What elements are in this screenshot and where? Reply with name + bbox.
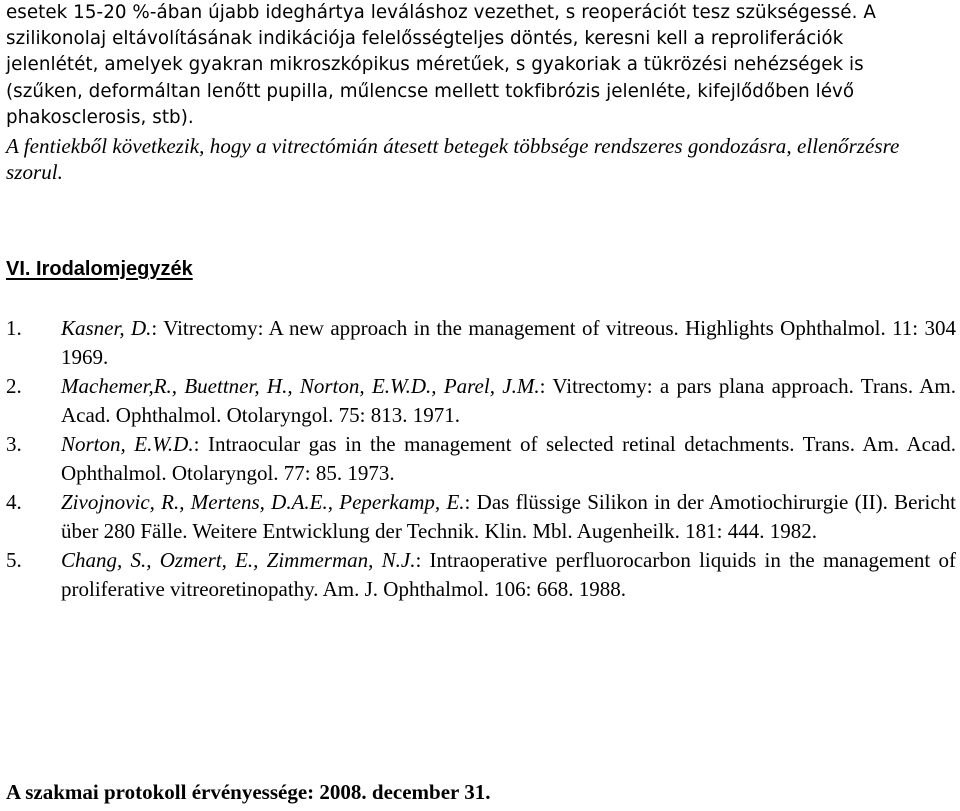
reference-text: : Vitrectomy: a pars plana approach. Trans. Am. Acad. Ophthalmol. Otolaryngol. 75: 813. 1971. [61, 374, 956, 427]
intro-line: (szűken, deformáltan lenőtt pupilla, műlencse mellett tokfibrózis jelenléte, kifejlődőben lévő [6, 80, 855, 102]
reference-number: 3. [6, 432, 22, 456]
reference-authors: Kasner, D. [61, 316, 152, 340]
section-heading: VI. Irodalomjegyzék [6, 258, 193, 280]
reference-text: : Intraoperative perfluorocarbon liquids in the management of proliferative vitreoretinopathy. Am. J. Ophthalmol. 106: 668. 1988. [61, 548, 956, 601]
intro-section [6, 0, 956, 185]
reference-authors: Zivojnovic, R., Mertens, D.A.E., Peperkamp, E. [61, 490, 465, 514]
reference-authors: Machemer,R., Buettner, H., Norton, E.W.D., Parel, J.M. [61, 374, 540, 398]
reference-item [6, 314, 956, 371]
intro-line: jelenlétét, amelyek gyakran mikroszkópikus méretűek, s gyakoriak a tükrözési nehézségek is [6, 54, 864, 76]
reference-item [6, 488, 956, 545]
reference-text: : Das flüssige Silikon in der Amotiochirurgie (II). Bericht über 280 Fälle. Weitere Entwicklung der Technik. Klin. Mbl. Augenheilk. 181: 444. 1982. [61, 490, 956, 543]
reference-text: : Vitrectomy: A new approach in the management of vitreous. Highlights Ophthalmol. 11: 304 1969. [61, 316, 956, 369]
intro-line: phakosclerosis, stb). [6, 106, 194, 128]
protocol-validity: A szakmai protokoll érvényessége: 2008. december 31. [6, 780, 491, 804]
intro-paragraph [6, 0, 956, 131]
intro-line: szilikonolaj eltávolításának indikációja felelősségteljes döntés, keresni kell a reproliferációk [6, 28, 844, 50]
reference-number: 4. [6, 490, 22, 514]
reference-authors: Norton, E.W.D. [61, 432, 194, 456]
reference-text: : Intraocular gas in the management of selected retinal detachments. Trans. Am. Acad. Ophthalmol. Otolaryngol. 77: 85. 1973. [61, 432, 956, 485]
reference-authors: Chang, S., Ozmert, E., Zimmerman, N.J. [61, 548, 416, 572]
reference-item [6, 372, 956, 429]
intro-line: esetek 15-20 %-ában újabb ideghártya leváláshoz vezethet, s reoperációt tesz szükségessé. A [6, 2, 876, 23]
reference-item [6, 546, 956, 603]
reference-item [6, 430, 956, 487]
reference-number: 5. [6, 548, 22, 572]
reference-number: 1. [6, 316, 22, 340]
reference-number: 2. [6, 374, 22, 398]
conclusion-paragraph: A fentiekből következik, hogy a vitrectómián átesett betegek többsége rendszeres gondozásra, ellenőrzésre szorul. [6, 134, 900, 185]
reference-list [6, 314, 956, 603]
